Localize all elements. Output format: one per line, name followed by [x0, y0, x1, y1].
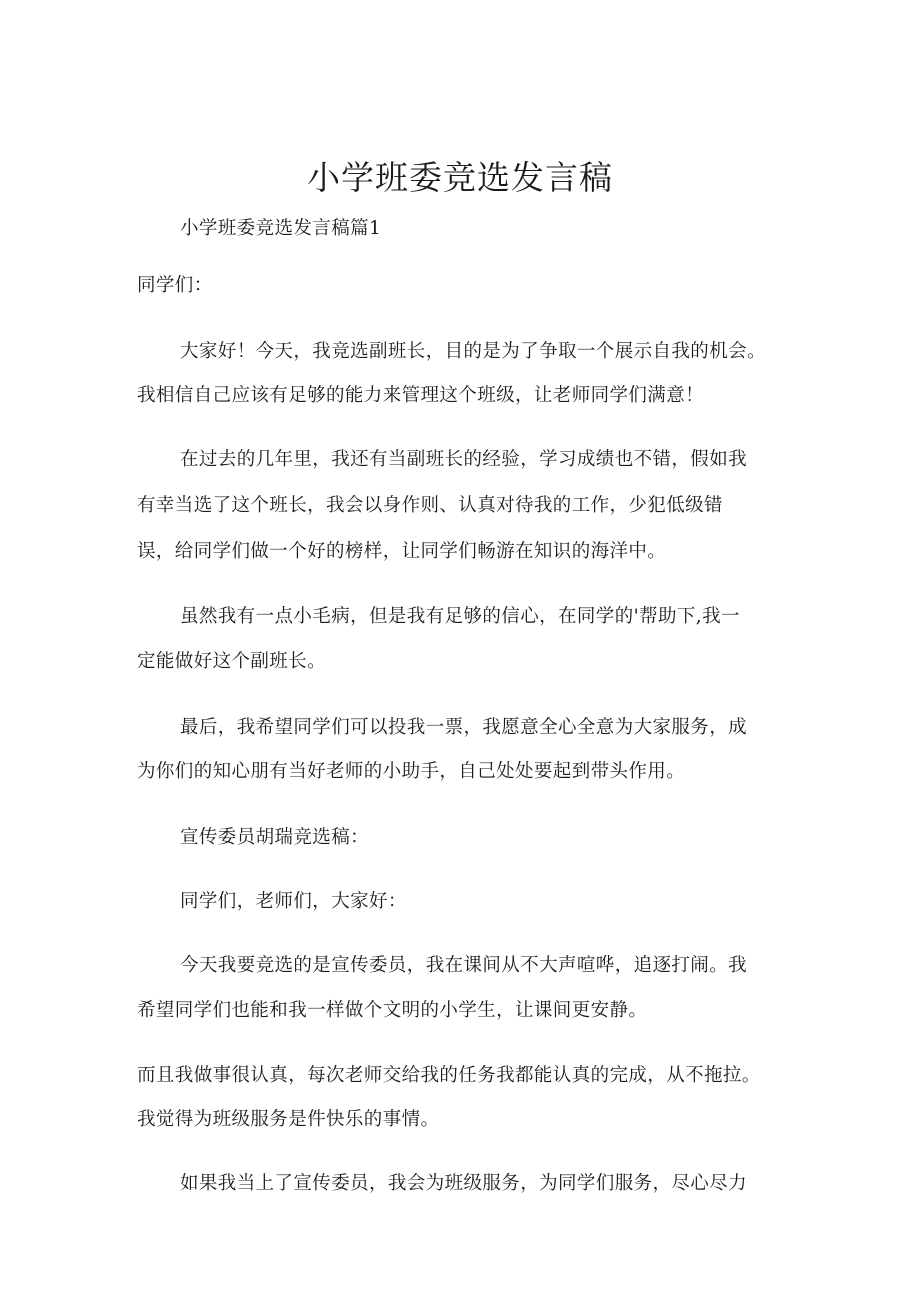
paragraph-line: 今天我要竞选的是宣传委员，我在课间从不大声喧哗，追逐打闹。我 — [180, 955, 748, 976]
paragraph-line: 最后，我希望同学们可以投我一票，我愿意全心全意为大家服务，成 — [180, 717, 748, 738]
document-title: 小学班委竞选发言稿 — [307, 158, 613, 197]
salutation: 同学们： — [137, 275, 213, 296]
paragraph-line: 如果我当上了宣传委员，我会为班级服务，为同学们服务，尽心尽力 — [180, 1173, 748, 1194]
paragraph-line: 而且我做事很认真，每次老师交给我的任务我都能认真的完成，从不拖拉。 — [137, 1065, 761, 1086]
section-heading: 小学班委竞选发言稿篇1 — [180, 218, 382, 239]
paragraph-line: 虽然我有一点小毛病，但是我有足够的信心，在同学的'帮助下,我一 — [180, 606, 740, 627]
paragraph-line: 有幸当选了这个班长，我会以身作则、认真对待我的工作，少犯低级错 — [137, 495, 723, 516]
paragraph-line: 宣传委员胡瑞竞选稿： — [180, 827, 370, 848]
paragraph-line: 我相信自己应该有足够的能力来管理这个班级，让老师同学们满意！ — [137, 385, 705, 406]
paragraph-line: 误，给同学们做一个好的榜样，让同学们畅游在知识的海洋中。 — [137, 541, 667, 562]
paragraph-line: 在过去的几年里，我还有当副班长的经验，学习成绩也不错，假如我 — [180, 449, 748, 470]
paragraph-line: 为你们的知心朋有当好老师的小助手，自己处处要起到带头作用。 — [137, 761, 686, 782]
paragraph-line: 希望同学们也能和我一样做个文明的小学生，让课间更安静。 — [137, 1000, 648, 1021]
paragraph-line: 大家好！今天，我竞选副班长，目的是为了争取一个展示自我的机会。 — [180, 341, 766, 362]
paragraph-line: 定能做好这个副班长。 — [137, 651, 327, 672]
paragraph-line: 我觉得为班级服务是件快乐的事情。 — [137, 1109, 440, 1130]
paragraph-line: 同学们，老师们，大家好： — [180, 891, 407, 912]
